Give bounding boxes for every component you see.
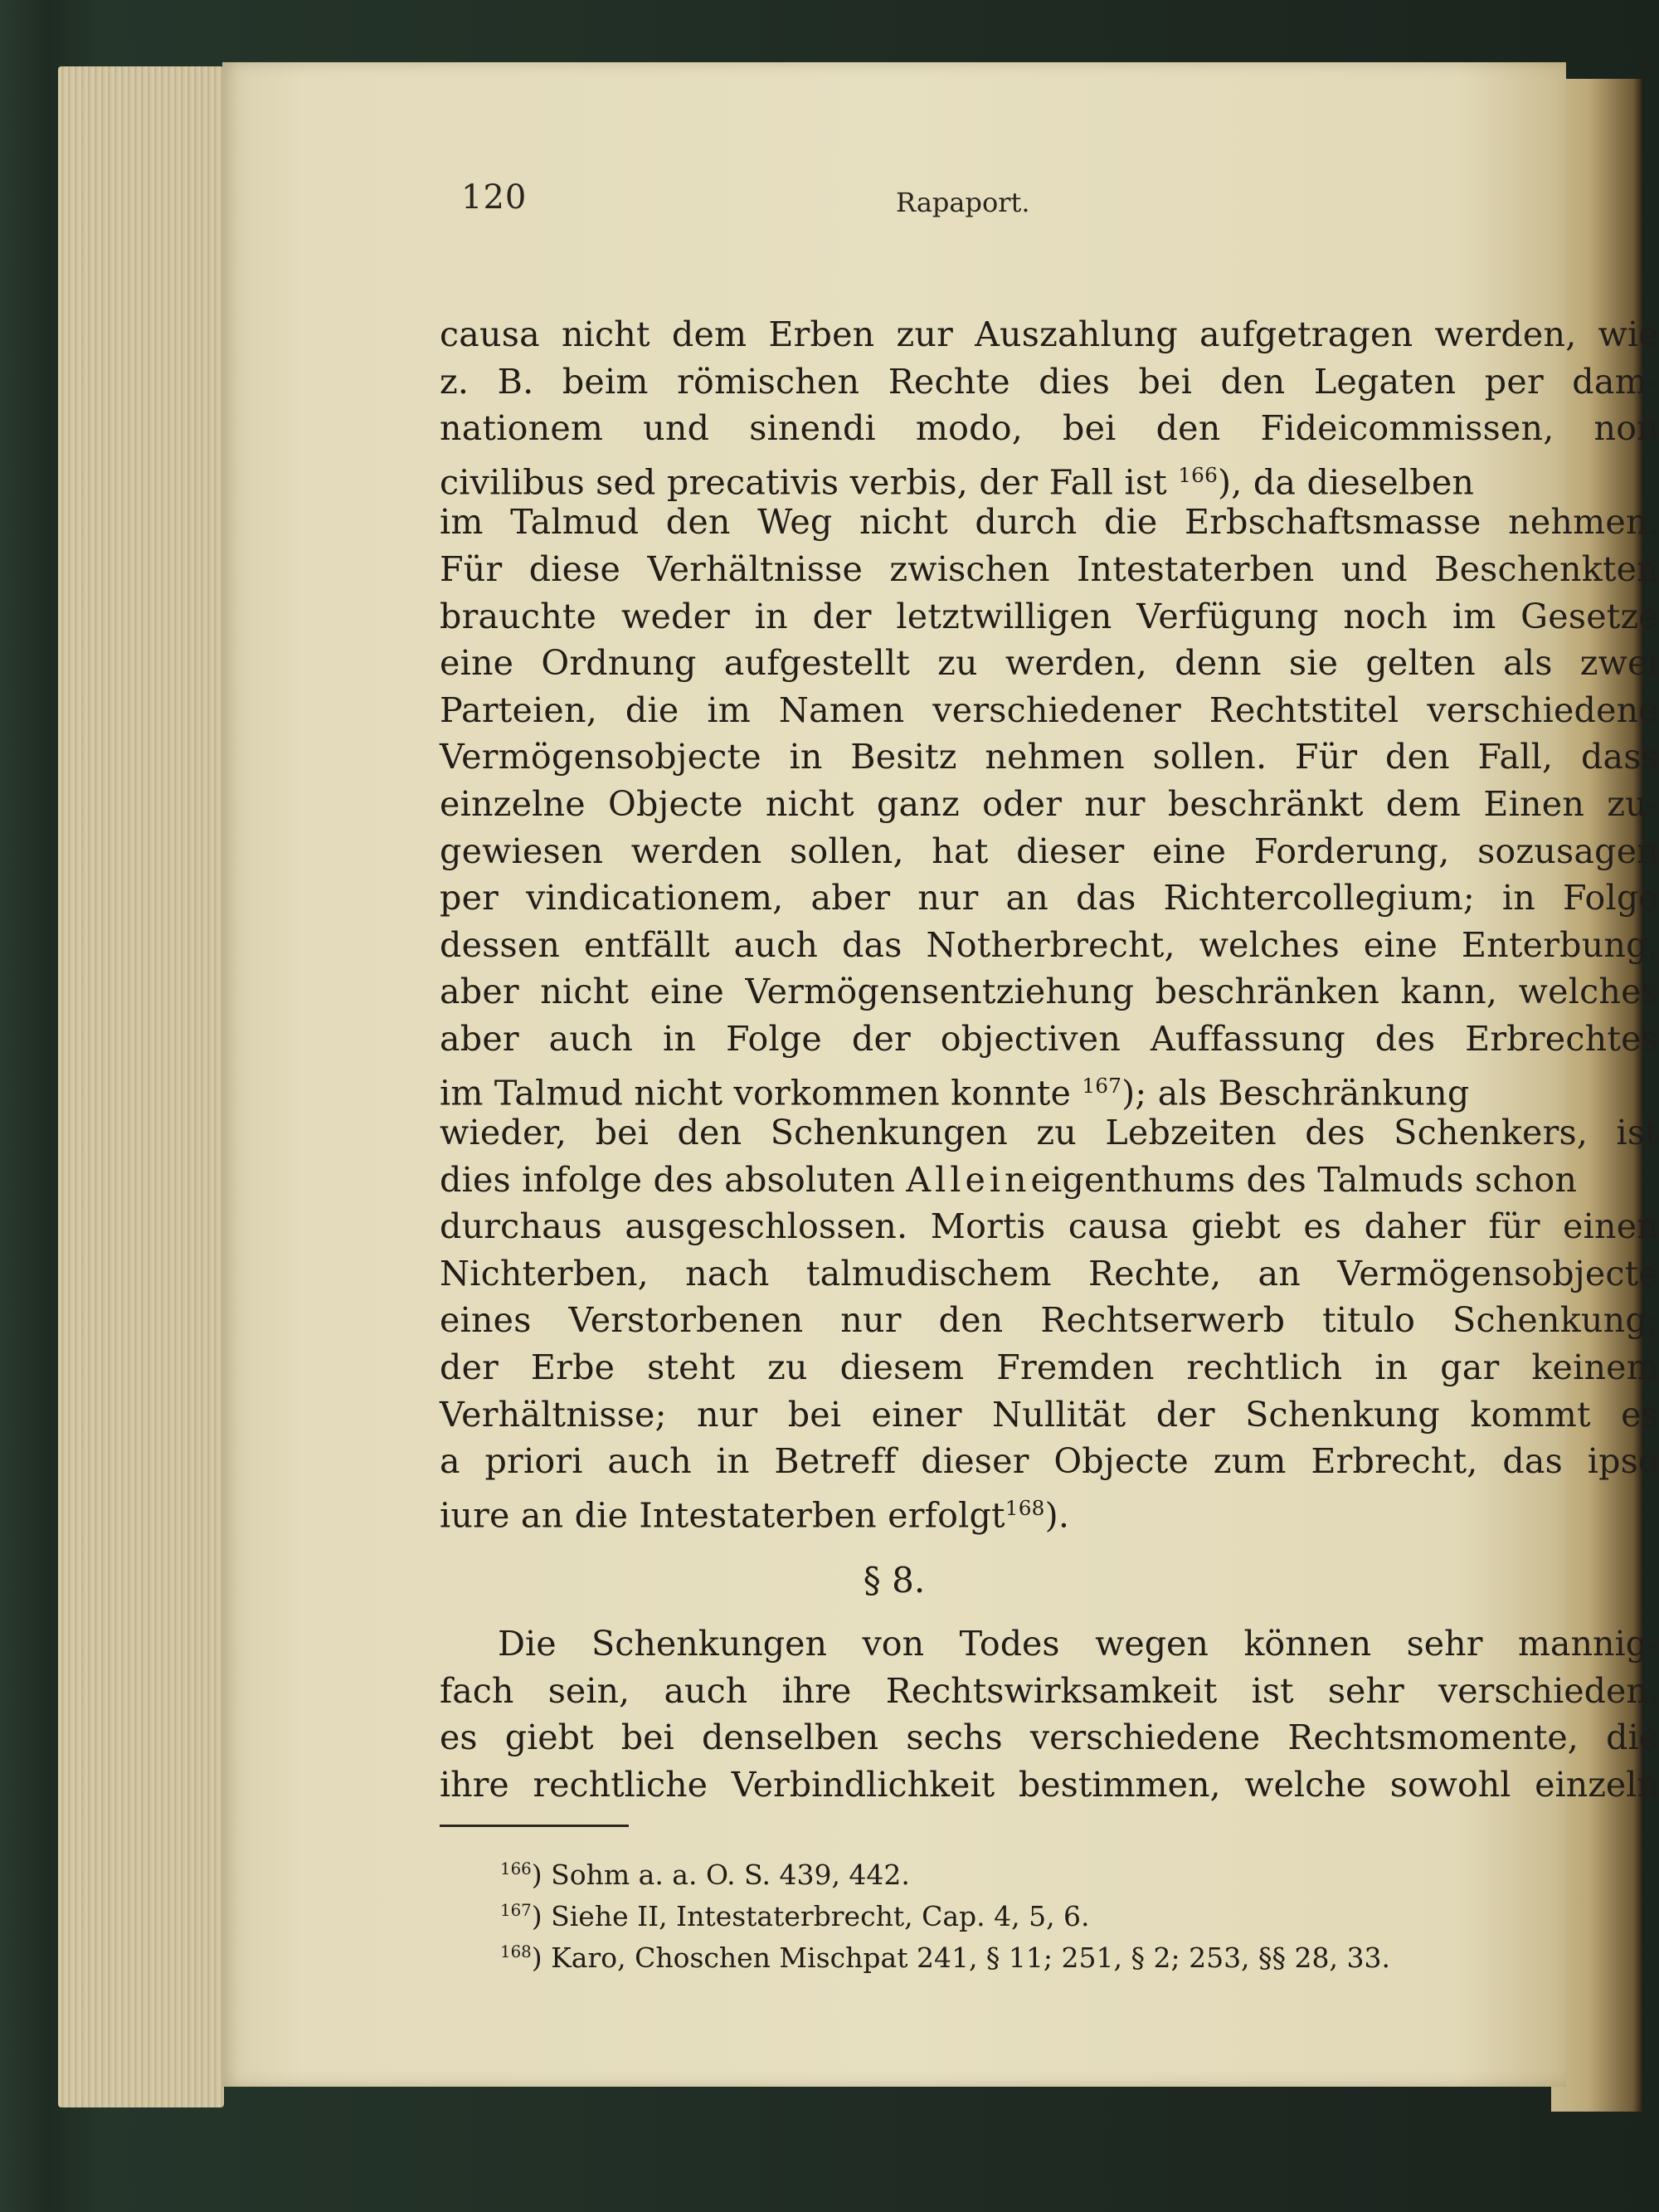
text-line-with-ref bbox=[440, 1485, 1659, 1536]
footnote-ref-168[interactable]: 168 bbox=[1005, 1495, 1045, 1520]
footnotes bbox=[500, 1849, 1659, 1973]
spaced-emphasis: Allein bbox=[906, 1159, 1031, 1200]
text-line: a priori auch in Betreff dieser Objecte zum Erbrecht, das ipso bbox=[440, 1441, 1659, 1482]
text-line: im Talmud den Weg nicht durch die Erbschaftsmasse nehmen. bbox=[440, 502, 1659, 543]
text-segment: iure an die Intestaterben erfolgt bbox=[440, 1495, 1005, 1536]
text-line: es giebt bei denselben sechs verschiedene Rechtsmomente, die bbox=[440, 1717, 1659, 1758]
page-number: 120 bbox=[461, 178, 528, 217]
footnote-number: 166 bbox=[500, 1859, 532, 1878]
text-line: Parteien, die im Namen verschiedener Rechtstitel verschiedene bbox=[440, 689, 1659, 730]
text-line: z. B. beim römischen Rechte dies bei den Legaten per dam- bbox=[440, 361, 1659, 402]
text-line: einzelne Objecte nicht ganz oder nur beschränkt dem Einen zu- bbox=[440, 783, 1659, 824]
running-head: Rapaport. bbox=[896, 187, 1030, 218]
paragraph-2 bbox=[440, 1620, 1659, 1808]
text-line-with-ref bbox=[440, 1063, 1659, 1113]
footnote-166 bbox=[500, 1849, 1659, 1890]
text-segment: civilibus sed precativis verbis, der Fall ist bbox=[440, 462, 1167, 503]
text-line: Die Schenkungen von Todes wegen können sehr mannig- bbox=[498, 1624, 1659, 1664]
text-line-with-emphasis bbox=[440, 1157, 1659, 1204]
paragraph-1 bbox=[440, 311, 1659, 1536]
section-heading: § 8. bbox=[863, 1560, 926, 1601]
text-segment: dies infolge des absoluten bbox=[440, 1159, 896, 1200]
text-line: Nichterben, nach talmudischem Rechte, an Vermögensobjecte bbox=[440, 1253, 1659, 1294]
text-line: wieder, bei den Schenkungen zu Lebzeiten des Schenkers, ist bbox=[440, 1113, 1659, 1153]
footnote-text: ) Karo, Choschen Mischpat 241, § 11; 251, § 2; 253, §§ 28, 33. bbox=[531, 1942, 1390, 1974]
text-line: ihre rechtliche Verbindlichkeit bestimmen, welche sowohl einzeln bbox=[440, 1764, 1659, 1805]
text-segment: eigenthums des Talmuds schon bbox=[1030, 1159, 1578, 1200]
text-segment: ). bbox=[1044, 1495, 1070, 1536]
text-line: causa nicht dem Erben zur Auszahlung aufgetragen werden, wie bbox=[440, 314, 1659, 354]
text-line: Vermögensobjecte in Besitz nehmen sollen. Für den Fall, dass bbox=[440, 737, 1659, 777]
text-segment: im Talmud nicht vorkommen konnte bbox=[440, 1073, 1072, 1113]
footnote-ref-167[interactable]: 167 bbox=[1082, 1073, 1122, 1098]
text-line: durchaus ausgeschlossen. Mortis causa giebt es daher für einen bbox=[440, 1206, 1659, 1247]
text-segment: ); als Beschränkung bbox=[1121, 1073, 1470, 1113]
text-line: Für diese Verhältnisse zwischen Intestaterben und Beschenkten bbox=[440, 548, 1659, 589]
footnote-168 bbox=[500, 1932, 1659, 1973]
text-line: per vindicationem, aber nur an das Richtercollegium; in Folge bbox=[440, 878, 1659, 918]
book-page bbox=[222, 62, 1659, 2087]
footnote-text: ) Siehe II, Intestaterbrecht, Cap. 4, 5, 6. bbox=[531, 1900, 1090, 1932]
page-edges-left bbox=[58, 66, 224, 2107]
footnote-ref-166[interactable]: 166 bbox=[1178, 462, 1218, 487]
text-line: nationem und sinendi modo, bei den Fideicommissen, non bbox=[440, 408, 1659, 449]
text-line: eine Ordnung aufgestellt zu werden, denn sie gelten als zwei bbox=[440, 643, 1659, 684]
text-line: der Erbe steht zu diesem Fremden rechtlich in gar keinem bbox=[440, 1347, 1659, 1388]
text-line: dessen entfällt auch das Notherbrecht, welches eine Enterbung, bbox=[440, 924, 1659, 965]
footnote-text: ) Sohm a. a. O. S. 439, 442. bbox=[531, 1859, 910, 1891]
text-line: gewiesen werden sollen, hat dieser eine Forderung, sozusagen bbox=[440, 831, 1659, 871]
text-line: aber nicht eine Vermögensentziehung beschränken kann, welches bbox=[440, 972, 1659, 1012]
text-line: aber auch in Folge der objectiven Auffassung des Erbrechtes bbox=[440, 1018, 1659, 1059]
text-line: Verhältnisse; nur bei einer Nullität der Schenkung kommt es bbox=[440, 1394, 1659, 1435]
text-line: fach sein, auch ihre Rechtswirksamkeit ist sehr verschieden, bbox=[440, 1670, 1659, 1711]
footnote-167 bbox=[500, 1890, 1659, 1932]
footnote-divider bbox=[440, 1825, 629, 1827]
page-header bbox=[222, 178, 1566, 236]
text-line: eines Verstorbenen nur den Rechtserwerb titulo Schenkung; bbox=[440, 1300, 1659, 1341]
text-line-with-ref bbox=[440, 452, 1659, 503]
footnote-number: 167 bbox=[500, 1901, 532, 1920]
text-line: brauchte weder in der letztwilligen Verfügung noch im Gesetze bbox=[440, 596, 1659, 636]
text-segment: ), da dieselben bbox=[1218, 462, 1475, 503]
footnote-number: 168 bbox=[500, 1942, 532, 1961]
